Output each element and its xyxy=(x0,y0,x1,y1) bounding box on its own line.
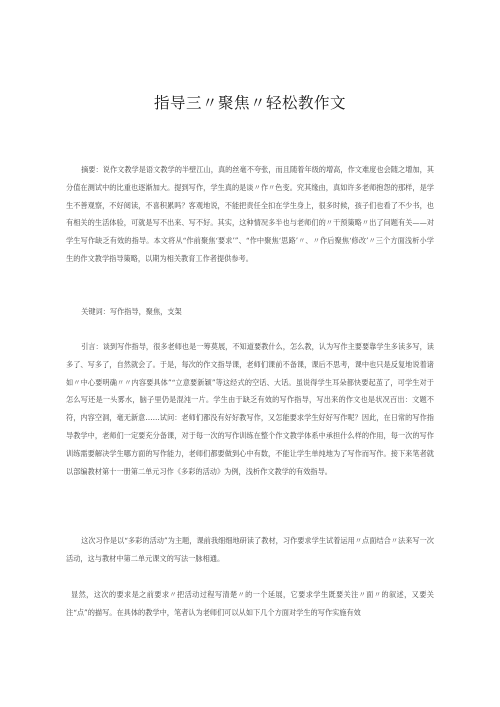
abstract-paragraph: 摘要：说作文教学是语文教学的半壁江山，真的丝毫不夸张，而且随着年级的增高，作文难度也会随之增加，其分值在测试中的比重也逐渐加大。提到写作，学生真的是谈〃作〃色变。究其缘由，真如许多老师抱怨的那样，是学生不善观察，不好阅读，不喜积累吗？客观地说，不能把责任全扣在学生身上，很多时候，孩子们也看了不少书，也有相关的生活体验，可就是写不出来、写不好。其实，这种情况多半也与老师们的〃干预策略〃出了问题有关——对学生写作缺乏有效的指导。本文将从“作前聚焦‘要求’”、“作中聚焦‘思路’〃、〃作后聚焦‘修改’〃三个方面浅析小学生的作文教学指导策略，以期为相关教育工作者提供参考。 xyxy=(66,165,434,263)
document-title: 指导三〃聚焦〃轻松教作文 xyxy=(153,94,346,112)
body-paragraph-1: 这次习作是以“多彩的活动”为主题，课前我细细地研读了教材，习作要求学生试着运用〃点面结合〃法来写一次活动，这与教材中第二单元课文的写法一脉相通。 xyxy=(66,536,434,563)
keywords-line: 关键词：写作指导，聚焦，支架 xyxy=(81,307,182,316)
body-paragraph-2: 显然，这次的要求是之前要求〃把活动过程写清楚〃的一个延展，它要求学生既要关注〃面〃的叙述，又要关注“点”的描写。在具体的教学中，笔者认为老师们可以从如下几个方面对学生的写作实施有效 xyxy=(66,590,434,617)
introduction-paragraph: 引言：谈到写作指导，很多老师也是一筹莫展，不知道要教什么，怎么教，认为写作主要要靠学生多读多写，读多了、写多了，自然就会了。于是，每次的作文指导课，老师们课前不备课，课后不思考，课中也只是反复地说着诸如〃中心要明确〃〃内容要具体”“立意要新颖”等这经式的空话、大话。虽说得学生耳朵都快要起茧了，可学生对于怎么写还是一头雾水，脑子里仍是混沌一片。学生由于缺乏有效的写作指导，写出来的作文也是状况百出：文题不符，内容空洞，毫无新意……试问：老师们都没有好好教写作，又怎能要求学生好好写作呢？因此，在日常的写作指导教学中，老师们一定要充分备课，对于每一次的写作训练在整个作文教学体系中承担什么样的作用，每一次的写作训练需要解决学生哪方面的写作能力，老师们都要做到心中有数，不能让学生单纯地为了写作而写作。接下来笔者就以部编教材第十一册第二单元习作《多彩的活动》为例，浅析作文教学的有效指导。 xyxy=(66,342,434,476)
